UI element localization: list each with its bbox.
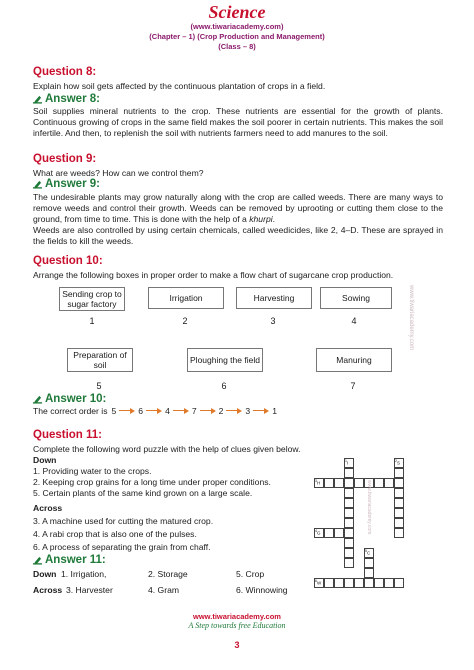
crossword-cell: $^4$G [314, 528, 324, 538]
arrow-right-icon [200, 408, 216, 414]
question-9-text: What are weeds? How can we control them? [33, 168, 204, 178]
crossword-cell [344, 558, 354, 568]
crossword-cell [394, 468, 404, 478]
answer-down-label: Down [33, 569, 57, 579]
answer-down-5: 5. Crop [236, 569, 265, 579]
crossword-cell [354, 478, 364, 488]
arrow-right-icon [173, 408, 189, 414]
flow-box-7: Manuring [316, 348, 392, 372]
answer-9-paragraph-1 [33, 192, 443, 225]
crossword-cell [344, 488, 354, 498]
pencil-icon [33, 180, 42, 189]
answer-9-heading [33, 178, 100, 190]
answer-10-order [33, 406, 278, 416]
khurpi-term: khurpi [249, 214, 273, 224]
arrow-right-icon [253, 408, 269, 414]
footer-url[interactable]: www.tiwariacademy.com [193, 612, 281, 621]
flow-box-6: Ploughing the field [187, 348, 263, 372]
crossword-cell [334, 578, 344, 588]
arrow-right-icon [119, 408, 135, 414]
flow-box-1: Sending crop to sugar factory [59, 287, 125, 311]
watermark-text: www.tiwariacademy.com [366, 480, 372, 535]
crossword-cell [394, 528, 404, 538]
across-clue-4: 4. A rabi crop that is also one of the pulses. [33, 529, 197, 539]
crossword-cell [384, 478, 394, 488]
crossword-cell [344, 478, 354, 488]
crossword-cell [324, 478, 334, 488]
answer-10-prefix: The correct order is [33, 406, 108, 416]
crossword-cell [364, 578, 374, 588]
answer-8-label: Answer 8: [45, 93, 100, 105]
flow-num-5: 5 [96, 381, 102, 391]
crossword-cell [334, 478, 344, 488]
answer-across-4: 4. Gram [148, 585, 180, 595]
crossword-cell: $^5$C [364, 548, 374, 558]
answer-down-1: 1. Irrigation, [61, 569, 107, 579]
down-clue-1: 1. Providing water to the crops. [33, 466, 152, 476]
pencil-icon [33, 395, 42, 404]
website-link[interactable]: (www.tiwariacademy.com) [190, 22, 284, 31]
answer-8-text: Soil supplies mineral nutrients to the crop. These nutrients are essential for the growth of plants. Continuous growing of crops in the same field makes the soil poorer in certain nutrients. This makes the soil infertile. And then, to replenish the soil with nutrients farmers need to add manures to the soil. [33, 106, 443, 138]
arrow-right-icon [146, 408, 162, 414]
answer-9-paragraph-2: Weeds are also controlled by using certain chemicals, called weedicides, like 2, 4–D. These are sprayed in the fields to kill the weeds. [33, 225, 443, 246]
order-step: 6 [138, 406, 144, 416]
class-label: (Class – 8) [218, 42, 256, 51]
order-step: 5 [111, 406, 117, 416]
across-clue-3: 3. A machine used for cutting the matured crop. [33, 516, 214, 526]
watermark-text: www.tiwariacademy.com [408, 285, 414, 351]
chapter-title: (Chapter – 1) (Crop Production and Management) [149, 32, 325, 41]
crossword-cell: $^3$H [314, 478, 324, 488]
crossword-cell [324, 578, 334, 588]
crossword-cell [394, 578, 404, 588]
answer-across-3: 3. Harvester [66, 585, 113, 595]
answer-10-heading [33, 393, 106, 405]
flow-num-2: 2 [182, 316, 188, 326]
answer-11-heading [33, 554, 106, 566]
crossword-cell [394, 498, 404, 508]
crossword-cell [344, 518, 354, 528]
crossword-cell [344, 548, 354, 558]
question-11-text: Complete the following word puzzle with the help of clues given below. [33, 444, 301, 454]
flow-num-3: 3 [270, 316, 276, 326]
answer-9-text-end: . [272, 214, 276, 224]
flow-box-3: Harvesting [236, 287, 312, 309]
answer-9-label: Answer 9: [45, 178, 100, 190]
question-8-heading: Question 8: [33, 66, 97, 78]
question-10-heading: Question 10: [33, 255, 103, 267]
order-step: 2 [218, 406, 224, 416]
subject-title: Science [208, 2, 266, 22]
crossword-cell [384, 578, 394, 588]
pencil-icon [33, 95, 42, 104]
across-heading: Across [33, 503, 63, 513]
crossword-cell [374, 478, 384, 488]
down-clue-2: 2. Keeping crop grains for a long time under proper conditions. [33, 477, 271, 487]
flow-num-1: 1 [89, 316, 95, 326]
crossword-cell [334, 528, 344, 538]
crossword-cell [324, 528, 334, 538]
question-8-text: Explain how soil gets affected by the continuous plantation of crops in a field. [33, 81, 326, 91]
crossword-cell [364, 558, 374, 568]
crossword-cell [344, 468, 354, 478]
crossword-cell: $^1$I [344, 458, 354, 468]
question-11-heading: Question 11: [33, 429, 103, 441]
crossword-cell: $^2$S [394, 458, 404, 468]
page-number: 3 [234, 640, 240, 650]
flow-num-6: 6 [221, 381, 227, 391]
order-step: 1 [272, 406, 277, 416]
crossword-cell [354, 578, 364, 588]
crossword-cell [394, 508, 404, 518]
crossword-cell [374, 578, 384, 588]
answer-down-2: 2. Storage [148, 569, 188, 579]
order-step: 7 [191, 406, 197, 416]
flow-box-2: Irrigation [148, 287, 224, 309]
crossword-cell [344, 578, 354, 588]
arrow-right-icon [226, 408, 242, 414]
answer-across-6: 6. Winnowing [236, 585, 288, 595]
down-clue-5: 5. Certain plants of the same kind grown on a large scale. [33, 488, 253, 498]
crossword-cell [344, 498, 354, 508]
answer-9-text-start: The undesirable plants may grow naturally along with the crop are called weeds. There are many ways to remove weeds and control their growth. Weeds can be removed by uprooting or cutting them close to the ground, from time to time. This is done with the help of a [33, 192, 443, 224]
order-step: 3 [245, 406, 251, 416]
pencil-icon [33, 556, 42, 565]
answer-across-label: Across [33, 585, 63, 595]
flow-box-5: Preparation of soil [67, 348, 133, 372]
crossword-cell [364, 568, 374, 578]
crossword-cell: $^6$W [314, 578, 324, 588]
flow-num-4: 4 [351, 316, 357, 326]
crossword-cell [394, 478, 404, 488]
crossword-cell [394, 488, 404, 498]
across-clue-6: 6. A process of separating the grain from chaff. [33, 542, 211, 552]
order-step: 4 [165, 406, 170, 416]
crossword-cell [344, 508, 354, 518]
question-9-heading: Question 9: [33, 153, 97, 165]
crossword-cell [394, 518, 404, 528]
down-heading: Down [33, 455, 57, 465]
page-header [0, 2, 474, 52]
answer-8-heading [33, 93, 100, 105]
question-10-text: Arrange the following boxes in proper order to make a flow chart of sugarcane crop production. [33, 270, 394, 280]
crossword-cell [344, 538, 354, 548]
answer-10-label: Answer 10: [45, 393, 107, 405]
flow-num-7: 7 [350, 381, 356, 391]
flow-box-4: Sowing [320, 287, 392, 309]
answer-11-label: Answer 11: [45, 554, 106, 566]
footer-tagline: A Step towards free Education [188, 621, 286, 630]
crossword-cell [344, 528, 354, 538]
